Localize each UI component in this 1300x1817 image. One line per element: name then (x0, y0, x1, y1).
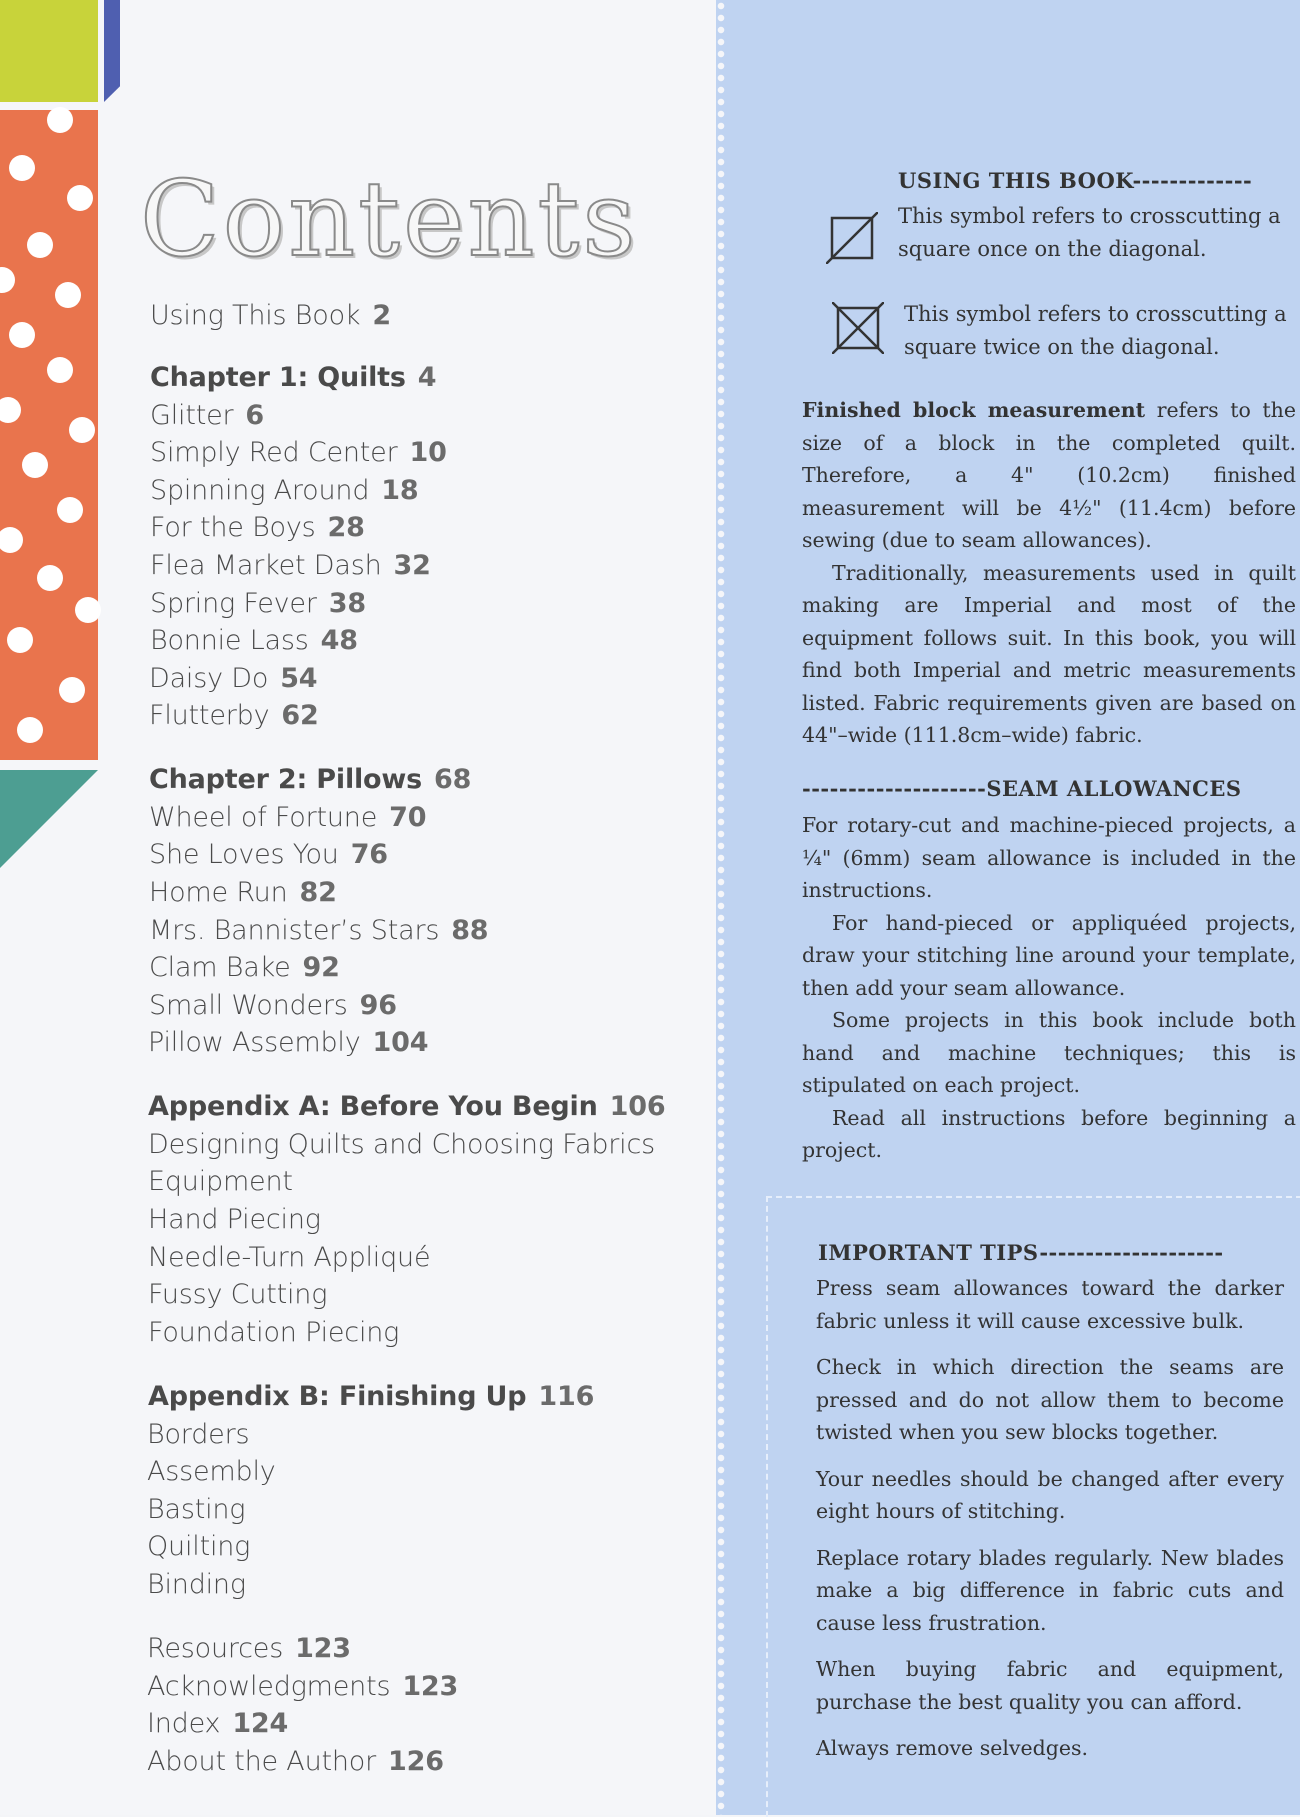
toc-entry (147, 1531, 250, 1562)
teal-triangle (0, 770, 98, 868)
toc-label: Spinning Around (150, 475, 370, 506)
toc-section-heading (149, 764, 471, 795)
toc-label: Index (147, 1708, 221, 1739)
toc-entry (149, 990, 397, 1021)
seam-p4: Read all instructions before beginning a project. (802, 1105, 1296, 1162)
decorative-quilt-strip (0, 0, 120, 900)
toc-label: Needle-Turn Appliqué (148, 1242, 431, 1273)
toc-label: Using This Book (150, 300, 361, 331)
toc-label: Designing Quilts and Choosing Fabrics (148, 1129, 655, 1160)
toc-section-heading (148, 1091, 665, 1122)
toc-section-heading (148, 1381, 594, 1412)
toc-entry (149, 802, 426, 833)
toc-label: She Loves You (149, 839, 339, 870)
toc-label: Simply Red Center (150, 437, 398, 468)
toc-label: Flutterby (149, 700, 270, 731)
toc-page-number: 126 (388, 1746, 444, 1777)
toc-entry (150, 550, 431, 581)
seam-p3: Some projects in this book include both hand and machine techniques; this is stipulated on each project. (802, 1008, 1296, 1097)
seam-allowances-paragraphs (802, 809, 1296, 1167)
toc-label: Hand Piecing (148, 1204, 321, 1235)
toc-label: Chapter 1: Quilts (150, 362, 406, 393)
toc-label: Mrs. Bannister’s Stars (149, 915, 440, 946)
toc-label: Appendix A: Before You Begin (148, 1091, 598, 1122)
toc-page-number: 76 (350, 839, 388, 870)
tips-list (816, 1272, 1284, 1779)
toc-page-number: 88 (451, 915, 489, 946)
toc-entry (150, 400, 264, 431)
toc-page-number: 10 (409, 437, 447, 468)
toc-label: About the Author (147, 1746, 377, 1777)
toc-label: Binding (147, 1569, 246, 1600)
finished-bold-label: Finished block measurement (802, 398, 1146, 422)
toc-label: Clam Bake (149, 952, 291, 983)
toc-entry (148, 1027, 428, 1058)
toc-entry (147, 1671, 458, 1702)
tip-item: Check in which direction the seams are pressed and do not allow them to become twisted when you sew blocks together. (816, 1355, 1284, 1444)
tip-item: Replace rotary blades regularly. New blades make a big difference in fabric cuts and cause less frustration. (816, 1545, 1284, 1635)
toc-page-number: 18 (381, 475, 419, 506)
toc-page-number: 28 (327, 512, 365, 543)
toc-label: Assembly (147, 1456, 276, 1487)
toc-page-number: 6 (245, 400, 265, 431)
finished-text: refers to the size of a block in the completed quilt. Therefore, a 4" (10.2cm) finished measurement will be 4½" (11.4cm) before sewing (due to seam allowances). (802, 398, 1296, 552)
tip-item: Always remove selvedges. (816, 1736, 1089, 1760)
toc-page-number: 32 (393, 550, 431, 581)
toc-page-number: 106 (609, 1091, 666, 1122)
measurements-paragraphs (802, 394, 1296, 752)
toc-label: Acknowledgments (147, 1671, 391, 1702)
toc-entry (148, 1279, 327, 1310)
toc-entry (148, 1129, 655, 1160)
page-title: Contents (140, 158, 639, 280)
toc-page-number: 62 (281, 700, 319, 731)
toc-entry (147, 1569, 246, 1600)
toc-entry (147, 1746, 444, 1777)
toc-entry (148, 1242, 430, 1273)
toc-label: Borders (147, 1419, 250, 1450)
important-tips-heading: IMPORTANT TIPS-------------------- (818, 1240, 1224, 1265)
toc-label: For the Boys (150, 512, 316, 543)
toc-label: Quilting (147, 1531, 251, 1562)
square-double-diagonal-icon (832, 302, 884, 354)
toc-label: Flea Market Dash (150, 550, 382, 581)
toc-page-number: 104 (372, 1027, 429, 1058)
toc-page-number: 92 (302, 952, 340, 983)
toc-label: Bonnie Lass (150, 625, 309, 656)
toc-label: Home Run (149, 877, 288, 908)
toc-entry (147, 1456, 276, 1487)
toc-label: Fussy Cutting (148, 1279, 328, 1310)
toc-entry (148, 1317, 399, 1348)
toc-page-number: 96 (359, 990, 397, 1021)
toc-label: Daisy Do (149, 663, 269, 694)
seam-p2: For hand-pieced or appliquéed projects, draw your stitching line around your template, then add your seam allowance. (802, 910, 1296, 1000)
toc-page-number: 124 (232, 1708, 289, 1739)
seam-allowances-heading: --------------------SEAM ALLOWANCES (802, 776, 1242, 801)
toc-label: Equipment (148, 1166, 293, 1197)
toc-entry (149, 877, 337, 908)
blue-triangle (104, 0, 120, 102)
toc-entry (148, 1204, 321, 1235)
toc-entry (149, 839, 388, 870)
toc-page-number: 48 (320, 625, 358, 656)
toc-page-number: 38 (328, 588, 366, 619)
tip-item: Press seam allowances toward the darker fabric unless it will cause excessive bulk. (816, 1276, 1284, 1333)
toc-page-number: 116 (538, 1381, 595, 1412)
toc-page-number: 4 (417, 362, 437, 393)
toc-section-heading (150, 362, 436, 393)
toc-label: Pillow Assembly (148, 1027, 361, 1058)
stitched-edge (716, 0, 726, 1815)
toc-entry (150, 512, 365, 543)
toc-entry (150, 588, 366, 619)
toc-entry (150, 300, 391, 331)
toc-entry (149, 700, 319, 731)
toc-page-number: 123 (402, 1671, 459, 1702)
toc-entry (147, 1633, 351, 1664)
toc-entry (149, 915, 488, 946)
toc-page-number: 123 (295, 1633, 351, 1664)
toc-label: Foundation Piecing (148, 1317, 400, 1348)
toc-entry (147, 1708, 288, 1739)
toc-entry (147, 1419, 249, 1450)
toc-label: Resources (147, 1633, 284, 1664)
toc-page-number: 2 (372, 300, 391, 331)
lime-block (0, 0, 98, 102)
toc-page-number: 54 (280, 663, 318, 694)
toc-label: Appendix B: Finishing Up (148, 1381, 527, 1412)
toc-page-number: 82 (299, 877, 337, 908)
toc-label: Small Wonders (149, 990, 348, 1021)
toc-entry (147, 1494, 245, 1525)
toc-entry (150, 437, 447, 468)
toc-page-number: 68 (434, 764, 472, 795)
square-single-diagonal-icon (826, 212, 878, 264)
toc-entry (150, 475, 418, 506)
toc-entry (149, 952, 340, 983)
symbol-once-text: This symbol refers to crosscutting a square once on the diagonal. (898, 204, 1281, 261)
toc-entry (150, 625, 358, 656)
toc-label: Glitter (150, 400, 234, 431)
seam-p1: For rotary-cut and machine-pieced projects, a ¼" (6mm) seam allowance is included in the instructions. (802, 813, 1296, 902)
toc-entry (149, 663, 317, 694)
tip-item: When buying fabric and equipment, purchase the best quality you can afford. (816, 1657, 1284, 1714)
toc-label: Chapter 2: Pillows (149, 764, 423, 795)
using-book-heading: USING THIS BOOK------------- (898, 168, 1253, 193)
symbol-twice-text: This symbol refers to crosscutting a square twice on the diagonal. (904, 302, 1287, 359)
tip-item: Your needles should be changed after every eight hours of stitching. (816, 1466, 1284, 1523)
toc-label: Spring Fever (150, 588, 317, 619)
toc-label: Wheel of Fortune (149, 802, 378, 833)
traditionally-text: Traditionally, measurements used in quilt making are Imperial and most of the equipment follows suit. In this book, you will find both Imperial and metric measurements listed. Fabric requirements given are based on 44"–wide (111.8cm–wide) fabric. (802, 560, 1296, 747)
toc-label: Basting (147, 1494, 246, 1525)
toc-page-number: 70 (389, 802, 427, 833)
toc-entry (148, 1166, 293, 1197)
